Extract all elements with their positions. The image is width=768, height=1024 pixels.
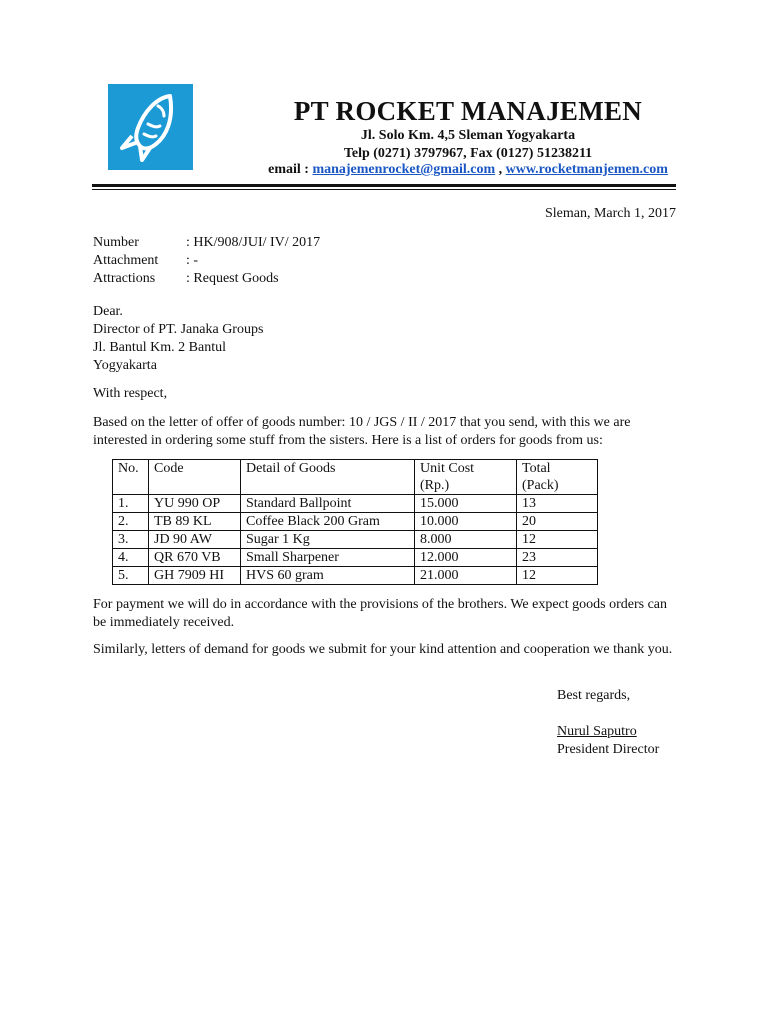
cell-no: 1. — [113, 495, 149, 513]
cell-total: 12 — [517, 567, 598, 585]
email-link[interactable]: manajemenrocket@gmail.com — [312, 162, 496, 177]
recipient-line-1: Director of PT. Janaka Groups — [93, 322, 264, 337]
cell-unit-cost: 10.000 — [415, 513, 517, 531]
header-detail: Detail of Goods — [241, 460, 415, 495]
cell-total: 13 — [517, 495, 598, 513]
recipient-line-2: Jl. Bantul Km. 2 Bantul — [93, 340, 226, 355]
company-address: Jl. Solo Km. 4,5 Sleman Yogyakarta — [360, 128, 576, 143]
cell-unit-cost: 21.000 — [415, 567, 517, 585]
cell-detail: Coffee Black 200 Gram — [241, 513, 415, 531]
cell-code: GH 7909 HI — [149, 567, 241, 585]
letter-date: Sleman, March 1, 2017 — [544, 206, 676, 221]
header-divider-thin — [92, 189, 676, 190]
cell-detail: Standard Ballpoint — [241, 495, 415, 513]
cell-unit-cost: 12.000 — [415, 549, 517, 567]
cell-no: 5. — [113, 567, 149, 585]
signer-title: President Director — [557, 742, 660, 757]
header-total: Total (Pack) — [517, 460, 598, 495]
company-logo — [108, 84, 193, 170]
cell-no: 4. — [113, 549, 149, 567]
payment-paragraph: For payment we will do in accordance with the provisions of the brothers. We expect goods orders can be immediately received. — [93, 597, 668, 630]
closing-paragraph: Similarly, letters of demand for goods we submit for your kind attention and cooperation we thank you. — [93, 642, 673, 657]
company-phone-fax: Telp (0271) 3797967, Fax (0127) 51238211 — [343, 146, 593, 161]
cell-detail: HVS 60 gram — [241, 567, 415, 585]
salutation: Dear. — [93, 304, 123, 319]
regards: Best regards, — [557, 688, 631, 703]
cell-unit-cost: 8.000 — [415, 531, 517, 549]
contact-separator: , — [495, 162, 506, 177]
header-divider-thick — [92, 184, 676, 187]
cell-code: YU 990 OP — [149, 495, 241, 513]
table-header-row — [113, 460, 598, 495]
cell-detail: Sugar 1 Kg — [241, 531, 415, 549]
greeting: With respect, — [93, 386, 168, 401]
cell-code: QR 670 VB — [149, 549, 241, 567]
cell-code: TB 89 KL — [149, 513, 241, 531]
email-label: email : — [268, 162, 313, 177]
cell-total: 23 — [517, 549, 598, 567]
cell-code: JD 90 AW — [149, 531, 241, 549]
number-label: Number — [93, 235, 139, 250]
table-row — [113, 513, 598, 531]
rocket-icon — [108, 84, 193, 170]
table-row — [113, 531, 598, 549]
attachment-label: Attachment — [93, 253, 159, 268]
number-value: : HK/908/JUI/ IV/ 2017 — [186, 235, 321, 250]
attractions-label: Attractions — [93, 271, 156, 286]
company-name: PT ROCKET MANAJEMEN — [293, 96, 643, 126]
intro-paragraph: Based on the letter of offer of goods number: 10 / JGS / II / 2017 that you send, with this we are interested in ordering some stuff from the sisters. Here is a list of orders for goods from us: — [93, 415, 631, 448]
header-no: No. — [113, 460, 149, 495]
signer-name: Nurul Saputro — [557, 724, 637, 739]
table-row — [113, 567, 598, 585]
orders-table — [112, 459, 598, 585]
cell-no: 3. — [113, 531, 149, 549]
cell-total: 20 — [517, 513, 598, 531]
cell-unit-cost: 15.000 — [415, 495, 517, 513]
attachment-value: : - — [186, 253, 199, 268]
company-contact — [200, 161, 736, 179]
company-header — [200, 93, 736, 163]
table-row — [113, 495, 598, 513]
header-code: Code — [149, 460, 241, 495]
website-link[interactable]: www.rocketmanjemen.com — [505, 162, 668, 177]
cell-no: 2. — [113, 513, 149, 531]
header-unit-cost: Unit Cost (Rp.) — [415, 460, 517, 495]
cell-detail: Small Sharpener — [241, 549, 415, 567]
cell-total: 12 — [517, 531, 598, 549]
table-row — [113, 549, 598, 567]
attractions-value: : Request Goods — [186, 271, 279, 286]
recipient-line-3: Yogyakarta — [93, 358, 157, 373]
